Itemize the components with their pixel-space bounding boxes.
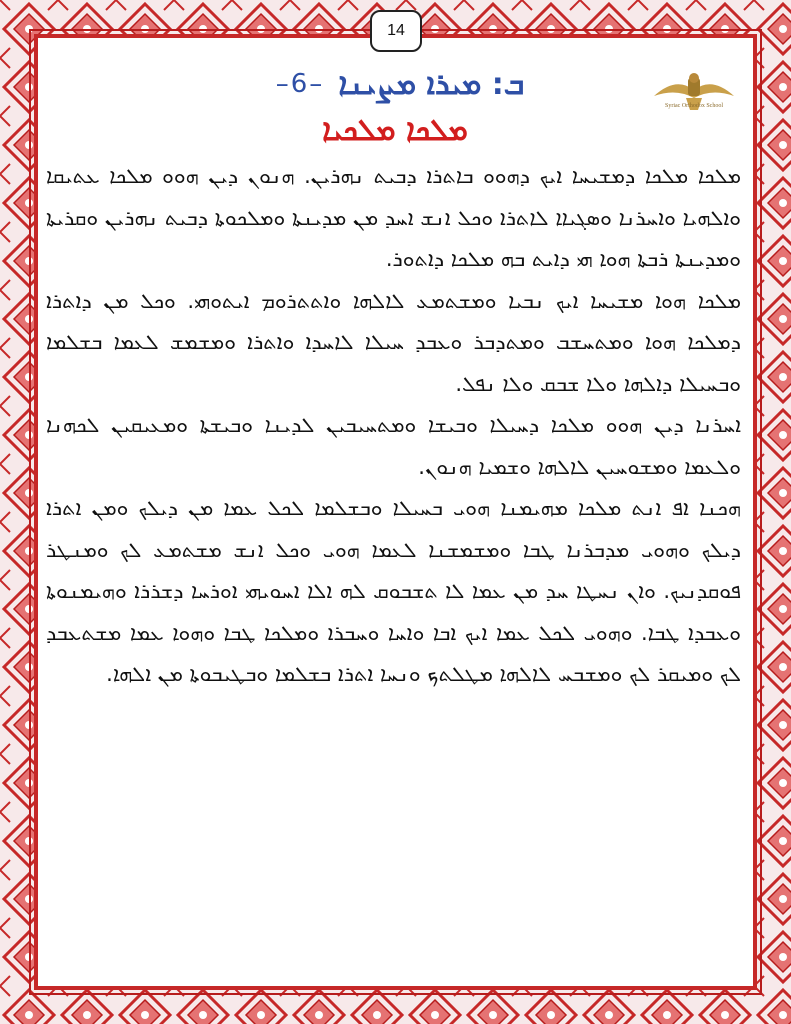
logo-caption: Syriac Orthodox School — [665, 103, 723, 109]
paragraph: ܐܚܪܢܐ ܕܝܢ ܗܘܘ ܡܠܟܐ ܕܚܝܠܐ ܘܒܝܫܐ ܘܡܬܚܝܒܝܢ ܠܕܝܢܐ ܘܒܝܫܬܐ ܘܡܥܝܩܝܢ ܠܟܗܢܐ ܘܠܥܡܐ ܘܡܫܘܚܝܢ ܠܐܠܗܐ ܘܫܡܝܐ ܗܢܘܢ. — [46, 413, 741, 479]
paragraph: ܗܟܢܐ ܐܦ ܐܢܬ ܡܠܟܐ ܡܗܝܡܢܐ ܗܘܝ ܒܚܝܠܐ ܘܒܫܠܡܐ ܠܟܠ ܥܡܐ ܡܢ ܕܝܠܟ ܘܡܢ ܐܬܪܐ ܕܝܠܟ ܘܗܘܝ ܡܕܒܪܢܐ ܛܒܐ ܘܡܫܡܫܢܐ ܠܥܡܐ ܗܘܝ ܘܟܠ ܐܢܫ ܡܫܬܡܥ ܠܟ ܘܡܢܛܪ ܦܘܩܕܢܝܟ. ܘܐܢ ܢܚܛܐ ܚܕ ܡܢ ܥܡܐ ܠܐ ܬܫܒܘܩ ܠܗ ܐܠܐ ܐܚܘܝܗܝ ܐܘܪܚܐ ܕܫܪܪܐ ܘܗܝܡܢܘܬܐ ܘܥܒܕܐ ܛܒܐ. ܘܗܘܝ ܠܟܠ ܥܡܐ ܐܝܟ ܐܒܐ ܘܐܚܐ ܘܚܒܪܐ ܘܡܠܟܐ ܛܒܐ ܘܗܘܐ ܥܡܐ ܡܫܬܥܒܕ ܠܟ ܘܡܝܩܪ ܠܟ ܘܡܫܒܚ ܠܐܠܗܐ ܡܛܠܬܟ ܘܢܚܐ ܐܬܪܐ ܒܫܠܡܐ ܘܒܛܝܒܘܬܐ ܡܢ ܐܠܗܐ. — [46, 496, 741, 686]
page-number: 14 — [370, 10, 422, 52]
school-logo — [646, 60, 742, 130]
lesson-subtitle: ܡܠܟܐ ܡܠܟܝܐ — [322, 112, 468, 148]
lesson-heading — [220, 62, 580, 106]
body-text — [46, 156, 741, 956]
lesson-title: ܒ: ܡܝܪܐ ܡܨܝܢܐ — [338, 66, 525, 102]
paragraph: ܡܠܟܐ ܗܘܐ ܡܫܝܚܐ ܐܝܟ ܢܒܝܐ ܘܡܫܬܡܥ ܠܐܠܗܐ ܘܐܬܬܪܘܡ ܐܝܬܘܗܝ. ܘܟܠ ܡܢ ܕܐܬܪܐ ܕܡܠܟܐ ܗܘܐ ܘܡܬܚܫܒ ܘܡܬܕܒܪ ܘܥܒܕ ܚܝܠܐ ܠܐܚܕܐ ܘܐܬܪܐ ܘܡܫܡܫ ܠܥܡܐ ܒܫܠܡܐ ܘܒܚܝܠܐ ܕܐܠܗܐ ܘܠܐ ܫܒܩ ܘܠܐ ܢܦܠ. — [46, 288, 741, 396]
paragraph: ܡܠܟܐ ܡܠܟܐ ܕܡܫܝܚܐ ܐܝܟ ܕܗܘܘ ܒܐܬܪܐ ܕܒܝܬ ܢܗܪܝܢ. ܗܢܘܢ ܕܝܢ ܗܘܘ ܡܠܟܐ ܥܬܝܩܐ ܘܐܠܗܝܐ ܘܐܚܪܢܐ ܘܣܓܝܐܐ ܠܐܬܪܐ ܘܟܠ ܐܢܫ ܐܚܕ ܡܢ ܡܕܝܢܬܐ ܘܡܠܟܘܬܐ ܕܒܝܬ ܢܗܪܝܢ ܘܩܪܝܬܐ ܘܡܕܝܢܬܐ ܪܒܬܐ ܗܘܐ ܗܝ ܕܐܝܬ ܒܗ ܡܠܟܐ ܕܐܬܘܪ. — [46, 164, 741, 271]
lesson-number: –6– — [275, 69, 325, 99]
